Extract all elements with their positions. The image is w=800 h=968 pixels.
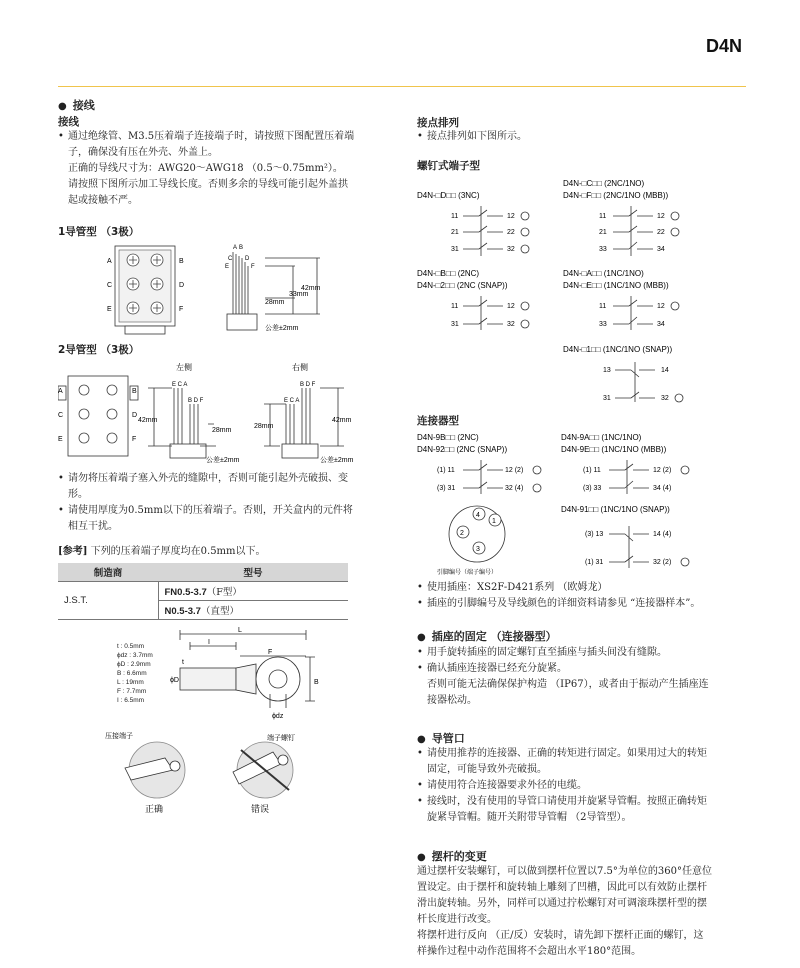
svg-text:t: t [182,659,184,666]
svg-text:D: D [132,412,138,419]
svg-text:B: B [179,258,184,265]
svg-text:F: F [132,436,137,443]
svg-text:D4N-□2□□ (2NC (SNAP)): D4N-□2□□ (2NC (SNAP)) [417,281,508,290]
svg-text:F: F [251,264,255,270]
type1-heading: 1导管型 （3极） [58,226,140,238]
svg-text:4: 4 [476,512,480,519]
svg-text:(1) 31: (1) 31 [585,559,604,566]
correct-label: 正确 [145,804,164,814]
svg-text:D4N-□F□□ (2NC/1NO (MBB)): D4N-□F□□ (2NC/1NO (MBB)) [563,191,669,200]
svg-text:D4N-9E□□ (1NC/1NO (MBB)): D4N-9E□□ (1NC/1NO (MBB)) [561,445,667,454]
conduit-heading: ● 导管口 [417,730,465,746]
model-title: D4N [705,36,742,56]
svg-text:12: 12 [657,303,665,310]
wrong-example [233,742,293,798]
connector-contact-diagrams [417,428,737,578]
svg-text:22: 22 [657,229,665,236]
crimp-illustration [105,728,325,818]
connector-type-heading: 连接器型 [417,415,459,427]
svg-text:21: 21 [451,229,459,236]
svg-text:31: 31 [603,395,611,402]
svg-text:14 (4): 14 (4) [653,531,672,538]
svg-text:F: F [268,649,273,656]
lever-heading: ● 摆杆的变更 [417,848,487,864]
svg-text:C: C [107,282,113,289]
svg-text:B: B [314,679,319,686]
svg-text:ϕD: ϕD [170,677,179,684]
svg-text:21: 21 [599,229,607,236]
svg-text:34 (4): 34 (4) [653,485,672,492]
svg-text:E: E [58,436,63,443]
svg-text:D: D [179,282,185,289]
svg-text:B: B [132,388,137,395]
crimp-notes: • 请勿将压着端子塞入外壳的缝隙中，否则可能引起外壳破损、变 形。 • 请使用厚度为0.5mm以下的压着端子。否则，开关盒内的元件将 相互干扰。 [58,471,398,535]
svg-text:I: I [208,639,210,646]
svg-text:2: 2 [460,530,464,537]
svg-text:22: 22 [507,229,515,236]
svg-text:D4N-□1□□ (1NC/1NO (SNAP)): D4N-□1□□ (1NC/1NO (SNAP)) [563,345,673,354]
svg-text:D4N-9B□□ (2NC): D4N-9B□□ (2NC) [417,433,479,442]
svg-text:32 (4): 32 (4) [505,485,524,492]
screw-type-heading: 螺钉式端子型 [417,160,480,172]
svg-text:E: E [107,306,112,313]
socket-notes: • 用手旋转插座的固定螺钉直至插座与插头间没有缝隙。 • 确认插座连接器已经充分旋紧。 否则可能无法确保保护构造 （IP67），或者由于振动产生插座连 接器松动。 [417,645,747,709]
svg-text:34: 34 [657,246,665,253]
svg-text:31: 31 [451,321,459,328]
svg-text:D4N-92□□ (2NC (SNAP)): D4N-92□□ (2NC (SNAP)) [417,445,508,454]
svg-text:42mm: 42mm [332,417,352,424]
wiring-heading: ● 接线 [58,97,95,113]
socket-heading: ● 插座的固定 （连接器型） [417,628,557,644]
col-model: 型号 [158,563,348,582]
svg-text:14: 14 [661,367,669,374]
contact-heading: 接点排列 [417,117,459,129]
lever-text: 通过摆杆安装螺钉，可以做到摆杆位置以7.5°为单位的360°任意位 置设定。由于摆杆和旋转轴上雕刻了凹槽，因此可以有效防止摆杆 滑出旋转轴。另外，同样可以通过拧松螺钉对可调滚珠摆杆型的摆 杆长度进行改变。 将摆杆进行反向 （正/反）安装时，请先卸下摆杆正面的螺钉，这 样操作过程中动作范围将不会超出水平180°范围。 [417,866,712,957]
svg-text:28mm: 28mm [212,427,232,434]
svg-text:E: E [225,264,230,270]
type2-heading: 2导管型 （3极） [58,344,140,356]
svg-text:12: 12 [657,213,665,220]
svg-text:L: L [238,627,242,634]
svg-text:32: 32 [507,321,515,328]
right-side-label: 右侧 [292,363,308,372]
header-rule [58,86,746,87]
svg-text:28mm: 28mm [254,423,274,430]
svg-text:(1) 11: (1) 11 [583,467,601,474]
svg-text:(1) 11: (1) 11 [437,467,455,474]
col-maker: 制造商 [58,563,158,582]
conduit-notes: • 请使用推荐的连接器、正确的转矩进行固定。如果用过大的转矩 固定，可能导致外壳破损。 • 请使用符合连接器要求外径的电缆。 • 接线时，没有使用的导管口请使用并旋紧导管帽。按照正确转矩 旋紧导管帽。随开关附带导管帽 （2导管型）。 [417,746,747,826]
svg-text:12 (2): 12 (2) [505,467,524,474]
svg-text:11: 11 [451,303,459,310]
connector-notes: • 使用插座：XS2F-D421系列 （欧姆龙） • 插座的引脚编号及导线颜色的详细资料请参见 “连接器样本”。 [417,580,747,612]
pin-face [449,506,505,562]
svg-text:A: A [233,245,238,251]
contact-note: • 接点排列如下图所示。 [417,129,747,145]
svg-text:34: 34 [657,321,665,328]
svg-text:公差±2mm: 公差±2mm [206,457,240,464]
type2-diagram [58,356,358,466]
svg-text:31: 31 [451,246,459,253]
maker-cell: J.S.T. [58,582,158,620]
svg-text:D4N-□A□□ (1NC/1NO): D4N-□A□□ (1NC/1NO) [563,269,644,278]
svg-text:11: 11 [599,213,607,220]
svg-text:A: A [58,388,63,395]
svg-text:28mm: 28mm [265,299,285,306]
svg-text:D4N-91□□ (1NC/1NO (SNAP)): D4N-91□□ (1NC/1NO (SNAP)) [561,505,670,514]
svg-text:11: 11 [599,303,607,310]
svg-text:13: 13 [603,367,611,374]
svg-text:公差±2mm: 公差±2mm [320,457,354,464]
terminal-specs: t : 0.5mm ϕdz : 3.7mm ϕD : 2.9mm B : 6.6mm L : 19mm F : 7.7mm I : 6.5mm [117,643,153,704]
correct-example [125,742,185,798]
switch-body-1 [115,246,175,334]
svg-text:D4N-9A□□ (1NC/1NO): D4N-9A□□ (1NC/1NO) [561,433,642,442]
terminal-table [58,563,348,620]
svg-text:32: 32 [507,246,515,253]
svg-text:D4N-□D□□ (3NC): D4N-□D□□ (3NC) [417,191,480,200]
svg-text:B: B [239,245,244,251]
svg-text:12 (2): 12 (2) [653,467,672,474]
svg-text:B D F: B D F [188,398,204,404]
svg-text:(3) 13: (3) 13 [585,531,604,538]
wrong-label: 错误 [251,804,270,814]
svg-text:A: A [107,258,112,265]
wiring-subheading: 接线 [58,116,79,128]
svg-text:1: 1 [492,518,496,525]
left-side-label: 左侧 [176,363,192,372]
svg-text:11: 11 [451,213,459,220]
wiring-note-1: 通过绝缘管、M3.5压着端子连接端子时，请按照下图配置压着端 [68,131,355,142]
svg-text:32: 32 [661,395,669,402]
svg-text:33mm: 33mm [289,291,309,298]
svg-text:12: 12 [507,213,515,220]
svg-text:E C A: E C A [172,382,188,388]
svg-text:12: 12 [507,303,515,310]
svg-text:F: F [179,306,184,313]
svg-text:压接端子: 压接端子 [105,733,133,740]
svg-text:D4N-□E□□ (1NC/1NO (MBB)): D4N-□E□□ (1NC/1NO (MBB)) [563,281,669,290]
model-row-1: FN0.5-3.7（F型） [158,582,348,601]
reference-note: [参考] 下列的压着端子厚度均在0.5mm以下。 [58,546,266,557]
model-row-2: N0.5-3.7（直型） [158,601,348,620]
switch-body-2 [58,376,138,456]
svg-text:(3) 31: (3) 31 [437,485,456,492]
svg-text:D4N-□C□□ (2NC/1NO): D4N-□C□□ (2NC/1NO) [563,179,645,188]
svg-text:ϕdz: ϕdz [272,713,284,720]
svg-text:引脚编号（端子编号）: 引脚编号（端子编号） [437,570,498,576]
svg-text:3: 3 [476,546,480,553]
screw-contact-diagrams [417,176,737,406]
wiring-notes: • 通过绝缘管、M3.5压着端子连接端子时，请按照下图配置压着端 子，确保没有压在外壳、外盖上。 正确的导线尺寸为：AWG20～AWG18 （0.5～0.75mm²）。 请按照下图所示加工导线长度。否则多余的导线可能引起外盖拱 起或接触不严。 [58,129,398,209]
svg-text:D4N-□B□□ (2NC): D4N-□B□□ (2NC) [417,269,480,278]
terminal-drawing [160,624,340,724]
svg-text:D: D [245,256,250,262]
svg-text:42mm: 42mm [138,417,158,424]
svg-text:C: C [228,256,233,262]
svg-text:42mm: 42mm [301,285,321,292]
svg-text:33: 33 [599,321,607,328]
svg-text:(3) 33: (3) 33 [583,485,602,492]
svg-text:E C A: E C A [284,398,300,404]
svg-text:B D F: B D F [300,382,316,388]
svg-text:33: 33 [599,246,607,253]
svg-text:公差±2mm: 公差±2mm [265,325,299,332]
svg-text:32 (2): 32 (2) [653,559,672,566]
svg-text:C: C [58,412,64,419]
svg-text:端子螺钉: 端子螺钉 [267,735,295,742]
type1-diagram [105,240,345,340]
